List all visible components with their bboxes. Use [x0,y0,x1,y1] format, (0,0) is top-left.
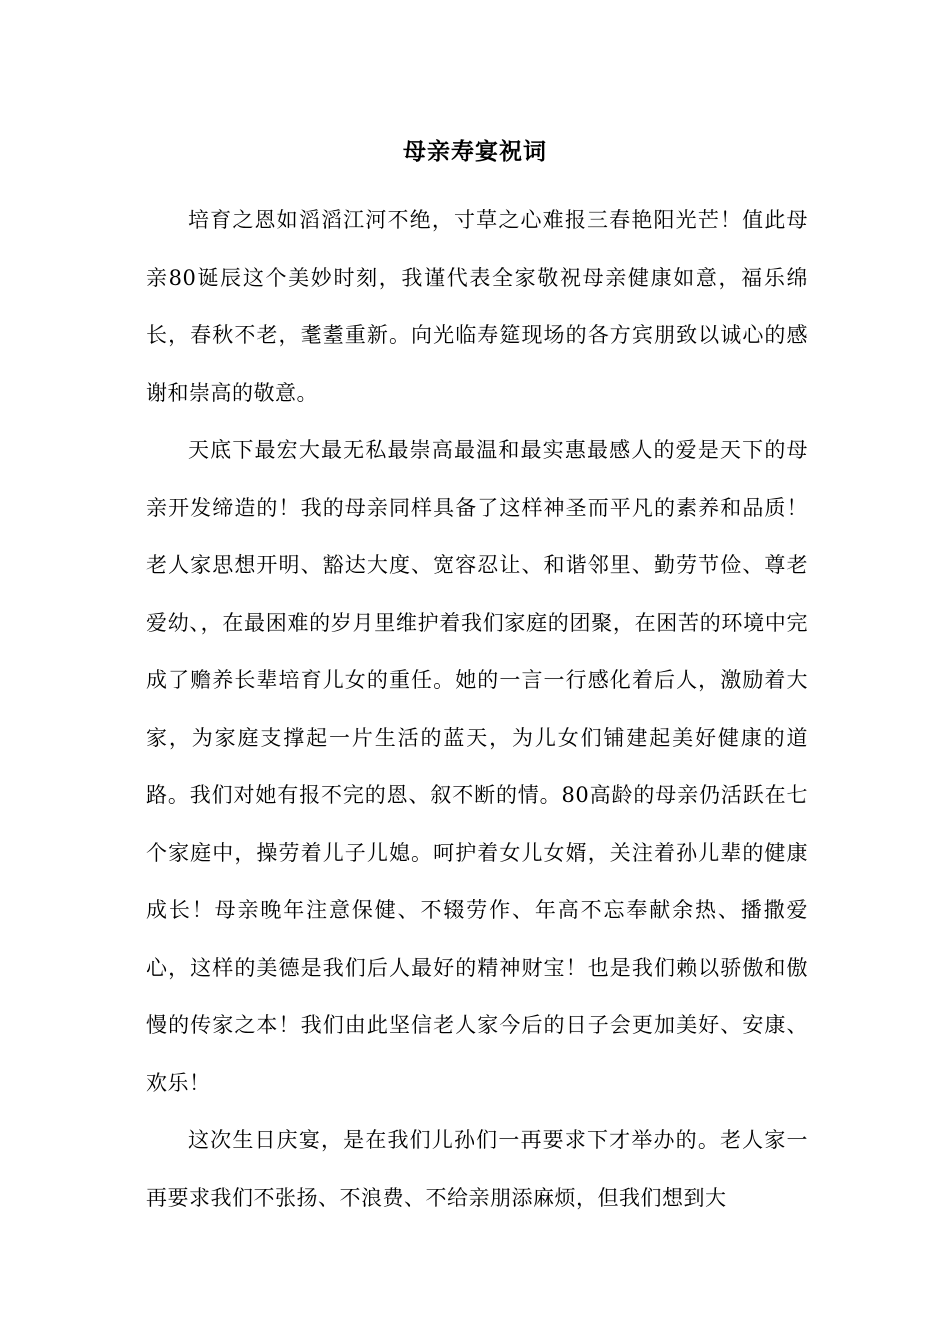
paragraph-3: 这次生日庆宴，是在我们儿孙们一再要求下才举办的。老人家一再要求我们不张扬、不浪费、不给亲朋添麻烦，但我们想到大 [146,1128,808,1210]
paragraph-2: 天底下最宏大最无私最崇高最温和最实惠最感人的爱是天下的母亲开发缔造的！我的母亲同样具备了这样神圣而平凡的素养和品质！老人家思想开明、豁达大度、宽容忍让、和谐邻里、勤劳节俭、尊老爱幼、，在最困难的岁月里维护着我们家庭的团聚，在困苦的环境中完成了赡养长辈培育儿女的重任。她的一言一行感化着后人，激励着大家，为家庭支撑起一片生活的蓝天，为儿女们铺建起美好健康的道路。我们对她有报不完的恩、叙不断的情。80高龄的母亲仍活跃在七个家庭中，操劳着儿子儿媳。呵护着女儿女婿，关注着孙儿辈的健康成长！母亲晚年注意保健、不辍劳作、年高不忘奉献余热、播撒爱心，这样的美德是我们后人最好的精神财宝！也是我们赖以骄傲和傲慢的传家之本！我们由此坚信老人家今后的日子会更加美好、安康、欢乐！ [146,438,808,1095]
document-title: 母亲寿宴祝词 [403,138,547,165]
paragraph-1: 培育之恩如滔滔江河不绝，寸草之心难报三春艳阳光芒！值此母亲80诞辰这个美妙时刻，我谨代表全家敬祝母亲健康如意，福乐绵长，春秋不老，耄耋重新。向光临寿筵现场的各方宾朋致以诚心的感谢和崇高的敬意。 [146,208,808,405]
document-body [146,192,808,1227]
